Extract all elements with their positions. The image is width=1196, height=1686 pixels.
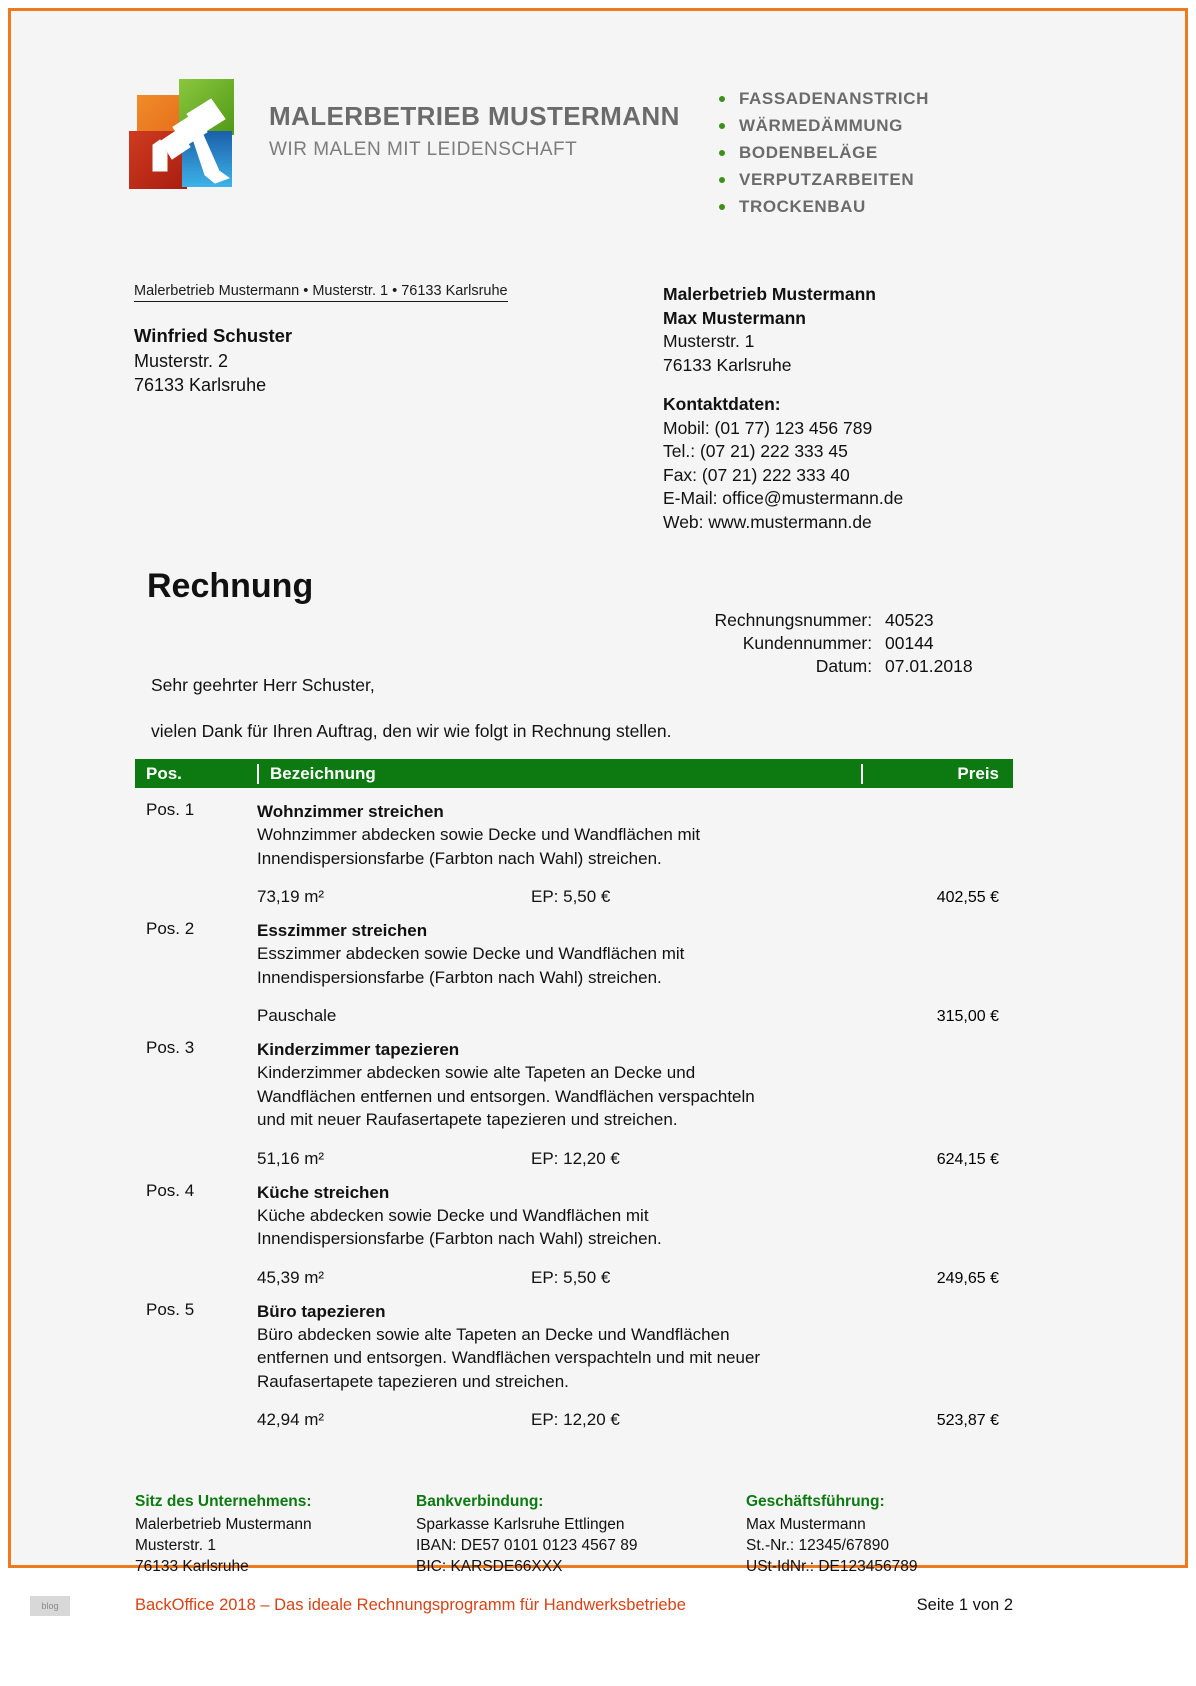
meta-label: Datum: — [815, 656, 873, 676]
service-label: TROCKENBAU — [739, 197, 866, 216]
line-items-table — [135, 759, 1013, 1430]
table-row — [135, 788, 1013, 907]
bullet-icon — [719, 204, 725, 210]
footer-heading: Bankverbindung: — [416, 1493, 544, 1510]
contact-email: E-Mail: office@mustermann.de — [663, 488, 904, 508]
spacer — [663, 377, 903, 393]
row-description-line: Küche abdecken sowie Decke und Wandflächen mit — [257, 1205, 649, 1225]
row-calculation — [257, 1410, 861, 1430]
contact-heading: Kontaktdaten: — [663, 394, 781, 414]
sender-return-address: Malerbetrieb Mustermann • Musterstr. 1 • 76133 Karlsruhe — [134, 283, 508, 302]
service-item — [717, 166, 929, 193]
footer-line: Max Mustermann — [746, 1516, 866, 1533]
row-total: 249,65 € — [936, 1269, 999, 1287]
contact-web: Web: www.mustermann.de — [663, 511, 872, 532]
watermark-chip: blog — [30, 1596, 70, 1616]
column-header-pos: Pos. — [146, 763, 182, 783]
invoice-meta — [715, 609, 989, 678]
bullet-icon — [719, 96, 725, 102]
footer-line: Sparkasse Karlsruhe Ettlingen — [416, 1516, 625, 1533]
row-title: Esszimmer streichen — [257, 921, 428, 940]
row-description-line: Innendispersionsfarbe (Farbton nach Wahl) streichen. — [257, 967, 662, 987]
row-quantity: 51,16 m² — [257, 1148, 325, 1168]
row-unit-price: EP: 5,50 € — [531, 1267, 611, 1287]
row-position: Pos. 5 — [146, 1299, 195, 1319]
company-logo-icon — [129, 79, 229, 189]
meta-value: 00144 — [885, 633, 934, 653]
service-label: FASSADENANSTRICH — [739, 89, 930, 108]
row-unit-price: EP: 12,20 € — [531, 1410, 620, 1429]
footer-line: IBAN: DE57 0101 0123 4567 89 — [416, 1537, 638, 1554]
row-position: Pos. 3 — [146, 1038, 195, 1057]
service-label: VERPUTZARBEITEN — [739, 170, 915, 189]
footer-line: USt-IdNr.: DE123456789 — [746, 1558, 918, 1575]
meta-label: Rechnungsnummer: — [714, 610, 873, 630]
row-calculation — [257, 887, 861, 907]
footer-column-registered-office — [135, 1491, 416, 1577]
table-row — [135, 907, 1013, 1026]
row-body — [257, 1181, 861, 1288]
service-item — [717, 193, 929, 220]
company-city: 76133 Karlsruhe — [663, 354, 792, 375]
row-quantity: 45,39 m² — [257, 1267, 325, 1287]
service-label: BODENBELÄGE — [739, 143, 878, 162]
page-title: Rechnung — [147, 567, 314, 605]
table-row — [135, 1026, 1013, 1169]
footer-heading: Sitz des Unternehmens: — [135, 1493, 312, 1510]
row-body — [257, 919, 861, 1026]
row-body — [257, 1300, 861, 1431]
row-quantity: 73,19 m² — [257, 887, 325, 906]
row-total: 315,00 € — [936, 1008, 999, 1025]
row-unit-price: EP: 12,20 € — [531, 1148, 620, 1168]
row-title: Wohnzimmer streichen — [257, 802, 444, 821]
meta-value: 07.01.2018 — [885, 656, 973, 676]
row-description-line: Kinderzimmer abdecken sowie alte Tapeten an Decke und — [257, 1063, 696, 1082]
logo-company-name: MALERBETRIEB MUSTERMANN — [269, 101, 680, 131]
meta-row — [715, 632, 989, 655]
contact-tel: Tel.: (07 21) 222 333 45 — [663, 441, 848, 461]
row-position: Pos. 4 — [146, 1180, 195, 1200]
footer-column-management — [746, 1491, 1013, 1577]
row-description-line: Innendispersionsfarbe (Farbton nach Wahl) streichen. — [257, 848, 662, 868]
footer-promo-text: BackOffice 2018 – Das ideale Rechnungsprogramm für Handwerksbetriebe — [135, 1596, 686, 1614]
row-calculation — [257, 1006, 861, 1026]
company-name: Malerbetrieb Mustermann — [663, 284, 876, 304]
row-body — [257, 1038, 861, 1169]
table-header-row — [135, 759, 1013, 788]
row-unit-price — [531, 1006, 861, 1026]
row-quantity: 42,94 m² — [257, 1410, 325, 1429]
meta-value: 40523 — [885, 610, 934, 630]
footer-heading: Geschäftsführung: — [746, 1493, 885, 1510]
footer-page-number: Seite 1 von 2 — [916, 1596, 1013, 1614]
service-item — [717, 139, 929, 166]
meta-row — [715, 609, 989, 632]
company-street: Musterstr. 1 — [663, 331, 755, 351]
recipient-city: 76133 Karlsruhe — [134, 375, 267, 395]
row-total: 402,55 € — [936, 889, 999, 906]
table-row — [135, 1288, 1013, 1431]
logo-slogan: WIR MALEN MIT LEIDENSCHAFT — [269, 139, 578, 160]
paint-roller-icon — [129, 79, 234, 191]
footer-line: Malerbetrieb Mustermann — [135, 1516, 312, 1533]
row-description-line: Büro abdecken sowie alte Tapeten an Decke und Wandflächen — [257, 1324, 730, 1344]
row-description-line: entfernen und entsorgen. Wandflächen verspachteln und mit neuer — [257, 1348, 761, 1367]
recipient-name: Winfried Schuster — [134, 325, 293, 346]
row-position: Pos. 2 — [146, 919, 195, 938]
row-description-line: Wandflächen entfernen und entsorgen. Wandflächen verspachteln — [257, 1086, 755, 1106]
row-title: Kinderzimmer tapezieren — [257, 1040, 460, 1059]
company-owner: Max Mustermann — [663, 307, 806, 328]
contact-fax: Fax: (07 21) 222 333 40 — [663, 464, 850, 485]
bullet-icon — [719, 177, 725, 183]
footer-column-bank-details — [416, 1491, 746, 1577]
letterhead — [11, 11, 1185, 231]
footer-line: 76133 Karlsruhe — [135, 1558, 249, 1575]
row-title: Büro tapezieren — [257, 1301, 386, 1321]
row-description-line: Raufasertapete tapezieren und streichen. — [257, 1371, 569, 1391]
footer-columns — [135, 1491, 1013, 1577]
bullet-icon — [719, 150, 725, 156]
row-calculation — [257, 1149, 861, 1169]
footer-line: Musterstr. 1 — [135, 1537, 216, 1554]
row-description-line: und mit neuer Raufasertapete tapezieren und streichen. — [257, 1110, 678, 1129]
row-description-line: Wohnzimmer abdecken sowie Decke und Wandflächen mit — [257, 825, 701, 844]
column-header-price: Preis — [861, 764, 1013, 784]
service-label: WÄRMEDÄMMUNG — [739, 116, 903, 135]
row-body — [257, 800, 861, 907]
row-description-line: Esszimmer abdecken sowie Decke und Wandflächen mit — [257, 944, 685, 963]
row-description-line: Innendispersionsfarbe (Farbton nach Wahl) streichen. — [257, 1229, 662, 1248]
intro-text: vielen Dank für Ihren Auftrag, den wir wie folgt in Rechnung stellen. — [151, 721, 672, 741]
footer-bar — [135, 1596, 1013, 1615]
contact-mobile: Mobil: (01 77) 123 456 789 — [663, 417, 873, 438]
logo-wordmark — [269, 101, 680, 161]
row-position: Pos. 1 — [146, 800, 195, 819]
salutation: Sehr geehrter Herr Schuster, — [151, 675, 375, 695]
meta-row — [715, 655, 989, 678]
service-item — [717, 85, 929, 112]
row-total: 523,87 € — [936, 1412, 999, 1429]
footer-line: BIC: KARSDE66XXX — [416, 1558, 563, 1575]
row-quantity: Pauschale — [257, 1006, 337, 1025]
page-footer — [135, 1491, 1013, 1615]
services-list — [717, 85, 929, 220]
recipient-street: Musterstr. 2 — [134, 350, 229, 371]
footer-line: St.-Nr.: 12345/67890 — [746, 1537, 890, 1554]
service-item — [717, 112, 929, 139]
table-row — [135, 1169, 1013, 1288]
company-contact-block — [663, 283, 903, 534]
bullet-icon — [719, 123, 725, 129]
meta-label: Kundennummer: — [742, 633, 873, 653]
column-header-description: Bezeichnung — [257, 764, 861, 784]
row-title: Küche streichen — [257, 1182, 390, 1202]
row-calculation — [257, 1268, 861, 1288]
row-unit-price: EP: 5,50 € — [531, 887, 611, 906]
recipient-address — [134, 324, 292, 398]
row-total: 624,15 € — [936, 1150, 999, 1168]
